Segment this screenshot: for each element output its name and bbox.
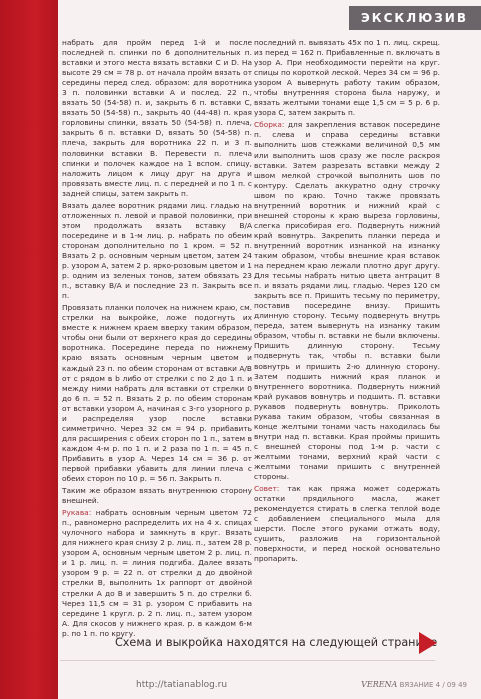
section-header: ЭКСКЛЮЗИВ [349, 6, 481, 30]
paragraph: набрать для пройм перед 1-й и после последней п. спинки по 6 дополнительных п. вставки и этого места вязать вставки С и D. На высоте 29 см = 78 р. от начала пройм вязать от середины перед след. образом: для воротника 3 п. половинки вставки А и послед. 22 п., вязать 50 (54-58) п. и, закрыть 6 п. вставки С, вязать 50 (54-58) п., закрыть 40 (44-48) п. края горловины спинки, вязать 50 (54-58) п. плеча, закрыть 6 п. вставки D, вязать 50 (54-58) п. плеча, закрыть для воротника 22 п. и 3 п. половинки вставки В. Перевести п. плеча спинки и полочек каждое на 1 вспом. спицу, наложить лицом к лицу друг на друга и провязать вместе лиц. п. с передней и по 1 п. с задней спицы, затем закрыть п. [62, 38, 252, 198]
sleeves-label: Рукава: [62, 508, 92, 518]
red-side-strip [0, 0, 58, 699]
right-column [254, 38, 440, 566]
watermark-url: http://tatianablog.ru [136, 680, 228, 690]
top-band [58, 0, 481, 36]
sleeves-paragraph [62, 508, 252, 639]
brand-logo: VERENA [361, 680, 398, 689]
sleeves-text: набрать основным черным цветом 72 п., равномерно распределить их на 4 х. спицах чулочного набора и замкнуть в круг. Вязать для нижнего края снизу 2 р. лиц. п., затем 28 р. узором А, основным черным цветом 2 р. лиц. п. и 1 р. лиц. п. = линия подгиба. Далее вязать узором 9 р. = 22 п. от стрелки д до двойной стрелки В, выполнить 1х раппорт от двойной стрелки А до В и завершить 5 п. до стрелки б. Через 11,5 см = 31 р. узором С прибавить на середине 1 кругл. р. 2 п. лиц. п., затем узором А. Для скосов у нижнего края. р. в каждом 6-м р. по 1 п. по кругу. [62, 508, 252, 638]
next-page-banner [115, 630, 437, 656]
tip-paragraph [254, 484, 440, 564]
left-column [62, 38, 252, 641]
tip-text: так как пряжа может содержать остатки прядильного масла, жакет рекомендуется стирать в слегка теплой воде с добавлением специального мыла для шерсти. После этого руками отжать воду, сушить, разложив на горизонтальной поверхности, и перед ноской основательно пропарить. [254, 484, 440, 564]
assembly-paragraph [254, 120, 440, 482]
paragraph: Вязать далее воротник рядами лиц. гладью на отложенных п. левой и правой половинки, при этом продолжать вязать вставку В/А посередине и в 1-м лиц. р. набрать по обеим сторонам дополнительно по 1 кром. = 52 п. Вязать 2 р. основным черным цветом, затем 24 р. узором А, затем 2 р. ярко-розовым цветом и 1 р. одним из зеленых тонов, затем обвязать 23 п., вставку В/А и последние 23 п. Закрыть все п. [62, 200, 252, 301]
divider [60, 660, 435, 661]
arrow-right-icon [419, 632, 437, 654]
issue-label: ВЯЗАНИЕ 4 / 09 [399, 681, 456, 689]
tip-label: Совет: [254, 484, 280, 494]
page-footer [361, 680, 467, 689]
paragraph: Провязать планки полочек на нижнем краю, см. стрелки на выкройке, ложе подогнуть их вместе к нижнем краем вверху таким образом, чтобы они были от верхнего края до середины воротника. Посередине переда по нижнему краю вязать основным черным цветом и каждый 23 п. по обеим сторонам от вставки А/В от с рядом в b либо от стрелки с по 2 до 1 п. и между ними набрать для вставки от стрелки 0 до 6 п. = 52 п. Вязать 2 р. по обеим сторонам от вставки узором А, начиная с 3-го узорного р. и распределяя узор после вставки симметрично. Через 32 см = 94 р. прибавить для расширения с обеих сторон по 1 п., затем в каждом 4-м р. по 1 п. и 2 раза по 1 п. = 45 п. Прибавить в узор А. Через 14 см = 36 р. от первой прибавки убавить для линии плеча с обеих сторон по 10 р. = 56 п. Закрыть п. [62, 303, 252, 484]
paragraph: последний п. вывязать 45х по 1 п. лиц. скрещ. из перед = 162 п. Прибавленные п. включать в узор А. При необходимости перейти на круг. спицы по короткой леской. Через 34 см = 96 р. узором А вывернуть работу таким образом, чтобы внутренняя сторона была наружу, и вязать желтыми тонами еще 1,5 см = 5 р. 6 р. узора С, затем закрыть п. [254, 38, 440, 118]
banner-text: Схема и выкройка находятся на следующей странице [115, 636, 438, 649]
page-number: 49 [458, 681, 467, 689]
paragraph: Таким же образом вязать внутреннюю сторону внешней. [62, 486, 252, 506]
assembly-text: для закрепления вставок посередине п. слева и справа середины вставки выполнить шов стежками величиной 0,5 мм или выполнить шов сразу же после раскроя вставки. Затем разрезать вставки между 2 швом мелкой строчкой выполнить шов по контуру. Сделать аккуратно одну строчку швом по краю. Точно также провязать внутренний воротник и нижний край с внешней стороны к краю выреза горловины, слегка присобирая его. Подвернуть нижний край вовнутрь. Закрепить планки переда и внутренний воротник изнанкой на изнанку таким образом, чтобы внешние края вставок на переднем краю лежали плотно друг другу. Для тесьмы набрать нитью цвета антрацит 8 п. и вязать рядами лиц. гладью. Через 120 см закрыть все п. Пришить тесьму по периметру, поставив посередине внизу. Пришить длинную сторону. Тесьму подвернуть внутрь переда, затем вывернуть на изнанку таким образом, чтобы п. вставки не были включены. Пришить длинную сторону. Тесьму подвернуть так, чтобы п. вставки были вовнутрь и пришить 2-ю длинную сторону. Затем подшить нижний края планок и внутреннего воротника. Подвернуть нижний край рукавов вовнутрь и подшить. П. вставки рукавов подвернуть вовнутрь. Приколоть рукава таким образом, чтобы связанная в конце желтыми тонами часть находилась бы внутри над п. вставки. Края проймы пришить с внешней стороны под 1-м р. части с желтыми тонами, верхний край части с желтыми тонами пришить с внутренней стороны. [254, 120, 440, 482]
assembly-label: Сборка: [254, 120, 285, 130]
